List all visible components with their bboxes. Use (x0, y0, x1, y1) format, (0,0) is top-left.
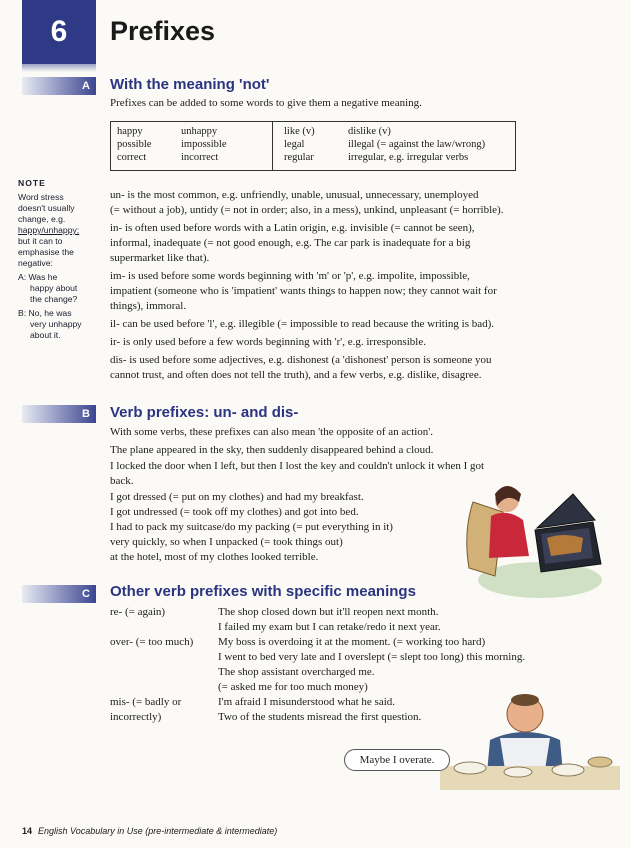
section-a-intro: Prefixes can be added to some words to give them a negative meaning. (110, 97, 422, 109)
book-title: English Vocabulary in Use (pre-intermediate & intermediate) (38, 826, 278, 836)
note-line: happy/unhappy; (18, 225, 80, 235)
note-sidebar (18, 178, 96, 374)
body-line: dis- is used before some adjectives, e.g. dishonest (a 'dishonest' person is someone you (110, 354, 492, 366)
body-line: (= without a job), untidy (= not in order; also, in a mess), unkind, unpleasant (= horrible). (110, 204, 504, 216)
note-label: NOTE (18, 178, 46, 188)
section-a-heading: With the meaning 'not' (110, 76, 270, 93)
body-line: I had to pack my suitcase/do my packing (= put everything in it) (110, 521, 393, 533)
table-cell: correct (117, 152, 147, 163)
table-cell: legal (284, 139, 305, 150)
table-cell: impossible (181, 139, 227, 150)
body-line: I got dressed (= put on my clothes) and had my breakfast. (110, 491, 364, 503)
body-line: things), immoral. (110, 300, 187, 312)
page-title: Prefixes (110, 16, 216, 46)
table-cell: irregular, e.g. irregular verbs (348, 152, 469, 163)
body-line: at the hotel, most of my clothes looked terrible. (110, 551, 319, 563)
plate (454, 762, 486, 774)
speech-bubble: Maybe I overate. (344, 749, 450, 771)
packing-illustration (455, 472, 605, 604)
section-b-tab: B (22, 405, 96, 423)
unit-number: 6 (22, 0, 96, 64)
table-cell: regular (284, 152, 314, 163)
body-line: un- is the most common, e.g. unfriendly, unable, unusual, unnecessary, unemployed (110, 189, 479, 201)
footer (22, 826, 277, 836)
body-line: ir- is only used before a few words beginning with 'r', e.g. irresponsible. (110, 336, 426, 348)
note-line: the change? (30, 294, 78, 304)
table-cell: possible (117, 139, 152, 150)
body-line: I locked the door when I left, but then I lost the key and couldn't unlock it when I got (110, 460, 485, 472)
page-number: 14 (22, 826, 33, 836)
body-line: The plane appeared in the sky, then suddenly disappeared behind a cloud. (110, 444, 434, 456)
body-line: im- is used before some words beginning with 'm' or 'p', e.g. impolite, impossible, (110, 270, 470, 282)
body-line: supermarket like that). (110, 252, 210, 264)
note-line: change, e.g. (18, 214, 66, 224)
body-line: impatient (someone who is 'impatient' wants things to happen now; they cannot wait for (110, 285, 497, 297)
table-cell: unhappy (181, 126, 218, 137)
body-line: The shop assistant overcharged me. (218, 666, 375, 678)
prefix-label: over- (= too much) (110, 636, 194, 648)
section-c-heading: Other verb prefixes with specific meanings (110, 583, 416, 600)
body-line: I got undressed (= took off my clothes) and got into bed. (110, 506, 359, 518)
body-line: il- can be used before 'l', e.g. illegible (= impossible to read because the writing is bad). (110, 318, 495, 330)
prefix-label: incorrectly) (110, 711, 162, 723)
body-line: back. (110, 475, 134, 487)
table-divider (272, 121, 273, 171)
prefix-label: re- (= again) (110, 606, 166, 618)
body-line: I went to bed very late and I overslept (= slept too long) this morning. (218, 651, 526, 663)
body-line: I'm afraid I misunderstood what he said. (218, 696, 396, 708)
note-line: very unhappy (30, 319, 82, 329)
overeating-illustration (440, 680, 620, 790)
woman-dress (489, 513, 529, 558)
prefix-label: mis- (= badly or (110, 696, 182, 708)
note-line: emphasise the (18, 247, 74, 257)
body-line: I failed my exam but I can retake/redo it next year. (218, 621, 441, 633)
unit-number-shadow (22, 64, 96, 72)
bowl (588, 757, 612, 767)
note-line: A: Was he (18, 272, 58, 282)
body-line: in- is often used before words with a Latin origin, e.g. invisible (= cannot be seen), (110, 222, 475, 234)
body-line: My boss is overdoing it at the moment. (= working too hard) (218, 636, 486, 648)
table-cell: like (v) (284, 126, 315, 137)
plate (552, 764, 584, 776)
body-line: (= asked me for too much money) (218, 681, 368, 693)
section-a-tab: A (22, 77, 96, 95)
table-cell: illegal (= against the law/wrong) (348, 139, 486, 150)
body-line: With some verbs, these prefixes can also mean 'the opposite of an action'. (110, 426, 434, 438)
note-line: negative: (18, 258, 53, 268)
note-line: doesn't usually (18, 203, 75, 213)
body-line: informal, inadequate (= not good enough, e.g. The car park is inadequate for a big (110, 237, 471, 249)
body-line: The shop closed down but it'll reopen next month. (218, 606, 439, 618)
note-line: Word stress (18, 192, 64, 202)
section-b-heading: Verb prefixes: un- and dis- (110, 404, 299, 421)
body-line: cannot trust, and often does not tell the truth), and a few verbs, e.g. dislike, disagree. (110, 369, 482, 381)
man-hair (511, 694, 539, 706)
table-cell: happy (117, 126, 143, 137)
body-line: Two of the students misread the first question. (218, 711, 422, 723)
table-cell: dislike (v) (348, 126, 391, 137)
section-c-tab: C (22, 585, 96, 603)
note-line: about it. (30, 330, 61, 340)
note-line: happy about (30, 283, 78, 293)
plate (504, 767, 532, 777)
table-cell: incorrect (181, 152, 219, 163)
note-line: B: No, he was (18, 308, 72, 318)
note-line: but it can to (18, 236, 63, 246)
body-line: very quickly, so when I unpacked (= took things out) (110, 536, 343, 548)
